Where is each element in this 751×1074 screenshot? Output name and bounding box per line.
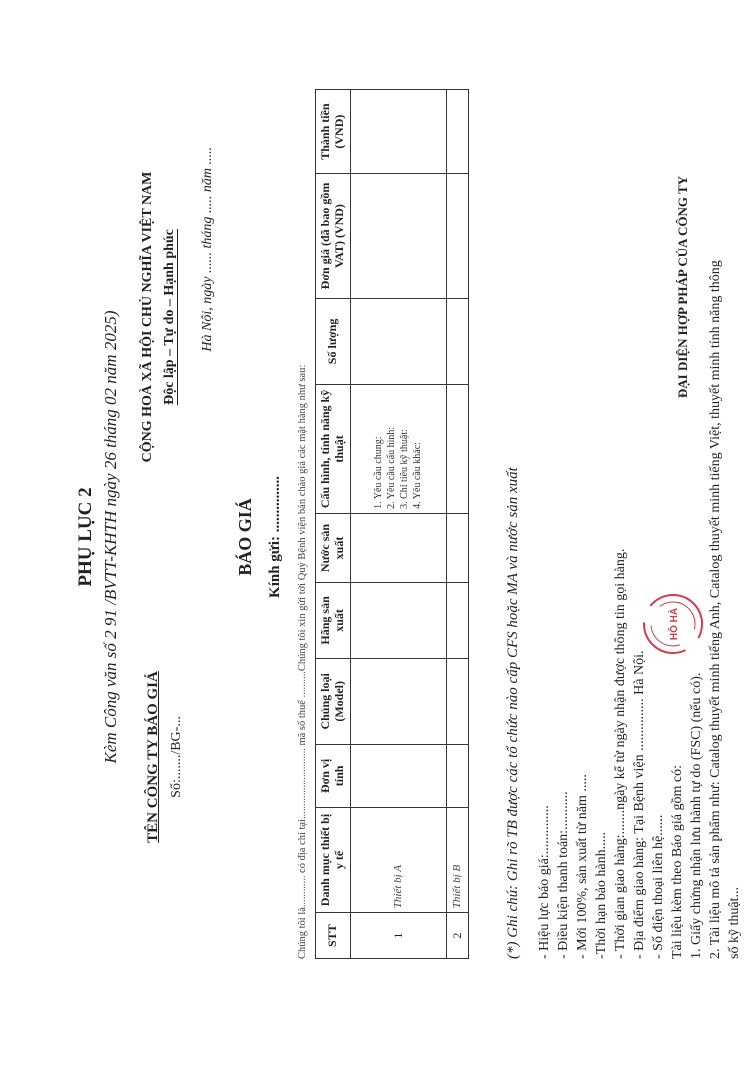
quotation-title: BÁO GIÁ — [235, 498, 255, 576]
quotation-table — [315, 89, 469, 959]
cell-stt: 1 — [350, 913, 446, 959]
spec-line: 3. Chỉ tiêu kỹ thuật: — [399, 429, 411, 509]
table-row — [446, 90, 468, 959]
cell-stt: 2 — [446, 913, 468, 959]
cell-unit-price — [446, 174, 468, 299]
term-warranty: -Thời hạn bảo hành..... — [594, 831, 609, 959]
spec-line: 4. Yêu cầu khác: — [412, 442, 424, 509]
header-item: Danh mục thiết bị y tế — [316, 807, 351, 912]
appendix-reference: Kèm Công văn số 2 91 /BVTT-KHTH ngày 26 tháng 02 năm 2025) — [101, 310, 120, 764]
term-delivery-place: - Địa điểm giao hàng: Tại Bệnh viện ............... Hà Nội. — [632, 650, 647, 959]
svg-text:HỒ HÀ: HỒ HÀ — [669, 607, 680, 641]
cell-model — [446, 658, 468, 744]
national-title: CỘNG HOÀ XÃ HỘI CHỦ NGHĨA VIỆT NAM — [140, 171, 155, 463]
term-phone: - Số điện thoại liên hệ...... — [651, 814, 666, 959]
attachment-fsc: 1. Giấy chứng nhận lưu hành tự do (FSC) (nếu có). — [689, 672, 704, 959]
footnote: (*) Ghi chú: Ghi rõ TB được các tổ chức nào cấp CFS hoặc MA và nước sản xuất — [505, 467, 521, 959]
attachment-catalog: 2. Tài liệu mô tả sản phẩm như: Catalog thuyết minh tiếng Anh, Catalog thuyết minh tiếng Việt, thuyết minh tính năng thông — [708, 260, 723, 959]
cell-item: Thiết bị B — [446, 807, 468, 912]
cell-total — [446, 90, 468, 174]
header-model: Chủng loại (Model) — [316, 658, 351, 744]
attachment-catalog-cont: số kỹ thuật... — [727, 887, 742, 959]
term-new: - Mới 100%, sản xuất từ năm ..... — [575, 774, 590, 959]
term-validity: - Hiệu lực báo giá:.............. — [537, 805, 552, 959]
national-motto-text: Độc lập – Tự do – Hạnh phúc — [162, 229, 177, 405]
header-manufacturer: Hãng sản xuất — [316, 583, 351, 659]
cell-model — [350, 658, 446, 744]
recipient-line: Kính gửi: ............... — [267, 476, 283, 598]
term-payment: - Điều kiện thanh toán:........... — [556, 791, 571, 959]
spec-line: 1. Yêu cầu chung: — [373, 436, 385, 509]
cell-unit-price — [350, 174, 446, 299]
table-row — [350, 90, 446, 959]
header-quantity: Số lượng — [316, 298, 351, 384]
cell-country — [350, 513, 446, 582]
document-page — [35, 37, 742, 1037]
table-header-row — [316, 90, 351, 959]
cell-manufacturer — [446, 583, 468, 659]
term-delivery-time: - Thời gian giao hàng:.......ngày kể từ ngày nhận được thông tin gọi hàng. — [613, 548, 628, 959]
cell-total — [350, 90, 446, 174]
company-name: TÊN CÔNG TY BÁO GIÁ — [145, 671, 161, 843]
appendix-title: PHỤ LỤC 2 — [75, 487, 96, 587]
terms-list — [535, 69, 744, 959]
cell-unit — [446, 744, 468, 807]
cell-item: Thiết bị A — [350, 807, 446, 912]
cell-quantity — [350, 298, 446, 384]
header-country: Nước sản xuất — [316, 513, 351, 582]
national-motto — [162, 117, 178, 517]
cell-manufacturer — [350, 583, 446, 659]
header-spec: Cấu hình, tính năng kỹ thuật — [316, 385, 351, 514]
cell-unit — [350, 744, 446, 807]
header-stt: STT — [316, 913, 351, 959]
cell-spec — [350, 385, 446, 514]
document-number: Số:......./BG-... — [169, 716, 184, 798]
header-unit: Đơn vị tính — [316, 744, 351, 807]
representative-signature: ĐẠI DIỆN HỢP PHÁP CỦA CÔNG TY — [675, 175, 690, 399]
cell-quantity — [446, 298, 468, 384]
cell-country — [446, 513, 468, 582]
red-stamp — [640, 591, 706, 657]
attachments-heading: Tài liệu kèm theo Báo giá gồm có: — [670, 764, 685, 959]
header-total: Thành tiền (VND) — [316, 90, 351, 174]
date-line: Hà Nội, ngày ...... tháng ..... năm ..... — [200, 147, 215, 352]
header-unit-price: Đơn giá (đã bao gồm VAT) (VND) — [316, 174, 351, 299]
stamp-graphic — [640, 591, 706, 657]
spec-line: 2. Yêu cầu cấu hình: — [386, 426, 398, 509]
cell-spec — [446, 385, 468, 514]
intro-text: Chúng tôi là............ có địa chỉ tại........................... mã số thuế ..........Chúng tôi xin gửi tới Quý Bệnh viện bản chào giá các mặt hàng như sau: — [297, 364, 308, 959]
